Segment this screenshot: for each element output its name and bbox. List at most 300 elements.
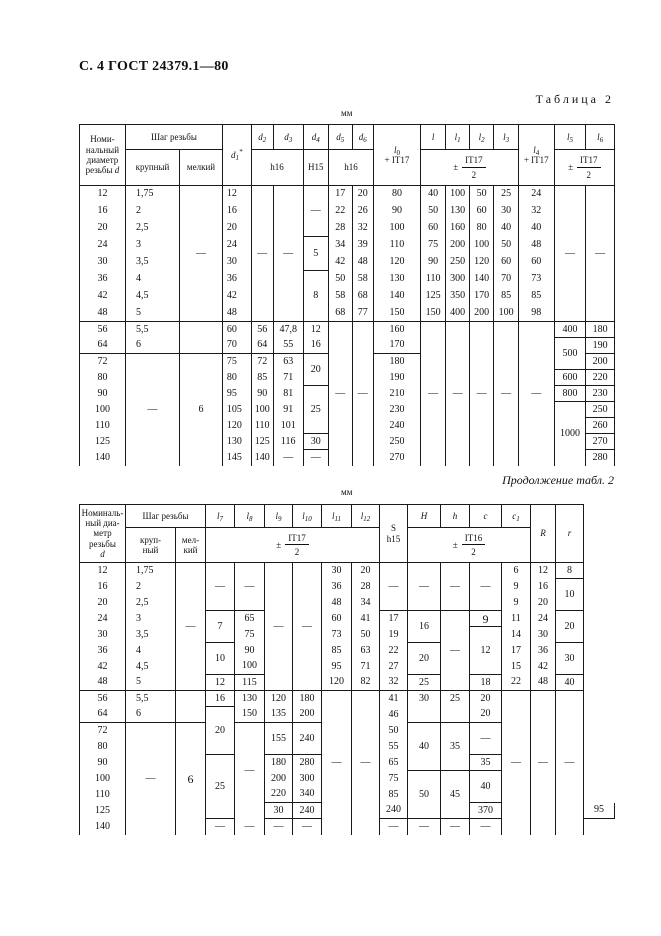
- cell-d: 64: [80, 338, 126, 354]
- cell-d: 12: [80, 563, 126, 579]
- cell-l0: 270: [373, 450, 420, 466]
- cell-S: 95: [584, 803, 615, 819]
- cell-d2: 110: [251, 418, 273, 434]
- cell-d2: 125: [251, 434, 273, 450]
- cell-d4-dash: —: [303, 186, 329, 237]
- cell-l12: 34: [352, 595, 380, 611]
- cell-l8: 130: [235, 691, 265, 707]
- header-fine: мелкий: [180, 150, 223, 186]
- cell-d: 24: [80, 611, 126, 627]
- header-thread-pitch: Шаг резьбы: [126, 505, 206, 528]
- table-row: [80, 595, 615, 611]
- cell-h: 45: [441, 771, 470, 819]
- cell-l4: 48: [518, 237, 554, 254]
- cell-d3: 63: [273, 354, 303, 370]
- cell-pitch-fine: [180, 322, 223, 354]
- cell-H: 30: [408, 691, 441, 707]
- cell-R: 42: [531, 659, 556, 675]
- cell-l8: —: [235, 563, 265, 611]
- cell-l3: 25: [494, 186, 519, 203]
- cell-l0: 240: [373, 418, 420, 434]
- cell-d1: 60: [222, 322, 251, 338]
- cell-d3: 47,8: [273, 322, 303, 338]
- cell-l9: 120: [265, 691, 293, 707]
- cell-d1: 70: [222, 338, 251, 354]
- continuation-label: Продолжение табл. 2: [502, 473, 614, 487]
- cell-l4-merged: —: [518, 322, 554, 466]
- cell-R-merged: —: [531, 691, 556, 835]
- cell-h: —: [441, 819, 470, 835]
- cell-l0: 110: [373, 237, 420, 254]
- table-row: [80, 611, 615, 627]
- cell-d1: 30: [222, 254, 251, 271]
- cell-d: 36: [80, 271, 126, 288]
- cell-d1: 20: [222, 220, 251, 237]
- cell-d2: 90: [251, 386, 273, 402]
- cell-c: —: [470, 563, 502, 611]
- cell-c1: 14: [502, 627, 531, 643]
- cell-d5: 58: [329, 288, 352, 305]
- cell-l6: 260: [586, 418, 615, 434]
- cell-d4: 25: [303, 386, 329, 434]
- cell-S: 65: [380, 755, 408, 771]
- header-d3: $d_3$: [273, 125, 303, 150]
- header-l1: $l_1$: [446, 125, 469, 150]
- cell-l0: 210: [373, 386, 420, 402]
- cell-c1: 9: [502, 595, 531, 611]
- cell-l7: 20: [206, 707, 235, 755]
- table-row: [80, 563, 615, 579]
- cell-d5: 34: [329, 237, 352, 254]
- cell-S: —: [380, 819, 408, 835]
- header-nominal-diameter: Номи- нальный диаметр резьбы d: [80, 125, 126, 186]
- cell-c: —: [470, 723, 502, 755]
- cell-d4-five: 5: [303, 237, 329, 271]
- cell-d: 30: [80, 627, 126, 643]
- cell-d5: 68: [329, 305, 352, 322]
- cell-l3: 50: [494, 237, 519, 254]
- table-row: [80, 322, 615, 338]
- cell-d1: 80: [222, 370, 251, 386]
- cell-d3: 55: [273, 338, 303, 354]
- table-row: [80, 579, 615, 595]
- cell-d4: 12: [303, 322, 329, 338]
- cell-H: 25: [408, 675, 441, 691]
- cell-l10: 180: [293, 691, 322, 707]
- cell-d: 100: [80, 771, 126, 787]
- table-row: [80, 627, 615, 643]
- cell-d: 56: [80, 691, 126, 707]
- cell-d5: 17: [329, 186, 352, 203]
- cell-d2: 140: [251, 450, 273, 466]
- cell-d3: 71: [273, 370, 303, 386]
- cell-d5-merged: —: [329, 322, 352, 466]
- cell-l2-merged: —: [469, 322, 494, 466]
- cell-l3: 60: [494, 254, 519, 271]
- cell-pitch-coarse: 4: [125, 271, 179, 288]
- cell-l3: 70: [494, 271, 519, 288]
- cell-d1: 24: [222, 237, 251, 254]
- cell-pitch-coarse: 5,5: [126, 691, 176, 707]
- cell-l9: 240: [380, 803, 408, 819]
- cell-l11: 85: [322, 643, 352, 659]
- cell-pitch-fine-merged: 6: [176, 723, 206, 835]
- cell-l5: 1000: [554, 402, 586, 466]
- cell-d3: 91: [273, 402, 303, 418]
- header-r: r: [556, 505, 584, 563]
- cell-l8: 115: [235, 675, 265, 691]
- cell-d: 42: [80, 659, 126, 675]
- cell-d6: 26: [352, 203, 373, 220]
- cell-d: 56: [80, 322, 126, 338]
- cell-d5: 50: [329, 271, 352, 288]
- cell-l1: 300: [446, 271, 469, 288]
- cell-l3: 40: [494, 220, 519, 237]
- header-c: c: [470, 505, 502, 528]
- table-row: [80, 220, 615, 237]
- cell-l10: 340: [293, 787, 322, 803]
- header-nominal-diameter: Номиналь- ный диа- метр резьбы d: [80, 505, 126, 563]
- cell-d6: 48: [352, 254, 373, 271]
- header-l6: $l_6$: [586, 125, 615, 150]
- cell-l11: 30: [322, 563, 352, 579]
- cell-l: 90: [420, 254, 446, 271]
- table-row: [80, 643, 615, 659]
- cell-d6: 20: [352, 186, 373, 203]
- cell-l12: 28: [352, 579, 380, 595]
- cell-d1: 120: [222, 418, 251, 434]
- cell-d: 64: [80, 707, 126, 723]
- cell-c: 20: [470, 691, 502, 707]
- cell-R: 30: [531, 627, 556, 643]
- cell-d4: —: [303, 450, 329, 466]
- cell-l12: 71: [352, 659, 380, 675]
- cell-r: 20: [556, 611, 584, 643]
- cell-H: 40: [408, 723, 441, 771]
- cell-l5: 600: [554, 370, 586, 386]
- cell-d1: 48: [222, 305, 251, 322]
- cell-l8: 100: [235, 659, 265, 675]
- header-l5: $l_5$: [554, 125, 586, 150]
- table-row: [80, 288, 615, 305]
- cell-l: 110: [420, 271, 446, 288]
- cell-l10: 240: [293, 723, 322, 755]
- cell-pitch-coarse: 1,75: [126, 563, 176, 579]
- cell-d: 80: [80, 739, 126, 755]
- cell-pitch-coarse-merged: —: [125, 354, 179, 466]
- cell-S: 22: [380, 643, 408, 659]
- cell-l10-merged: —: [293, 563, 322, 691]
- cell-pitch-coarse: 2: [126, 579, 176, 595]
- cell-l10: 200: [293, 707, 322, 723]
- cell-d: 12: [80, 186, 126, 203]
- header-l4: $l_4$ + IT17: [518, 125, 554, 186]
- cell-l6: 230: [586, 386, 615, 402]
- cell-d: 140: [80, 819, 126, 835]
- cell-d3: —: [273, 450, 303, 466]
- cell-l: 60: [420, 220, 446, 237]
- cell-d1: 130: [222, 434, 251, 450]
- cell-l0: 180: [373, 354, 420, 370]
- cell-l4: 40: [518, 220, 554, 237]
- header-tol-h16: h16: [251, 150, 303, 186]
- cell-S: 27: [380, 659, 408, 675]
- cell-l0: 230: [373, 402, 420, 418]
- cell-R: 16: [531, 579, 556, 595]
- header-S: S h15: [380, 505, 408, 563]
- cell-l11: 60: [322, 611, 352, 627]
- cell-R: 36: [531, 643, 556, 659]
- cell-l: 125: [420, 288, 446, 305]
- cell-l0: 80: [373, 186, 420, 203]
- header-l11: $l_{11}$: [322, 505, 352, 528]
- cell-pitch-coarse: 3,5: [125, 254, 179, 271]
- cell-d1: 75: [222, 354, 251, 370]
- cell-d: 30: [80, 254, 126, 271]
- cell-d1: 36: [222, 271, 251, 288]
- cell-l2: 200: [469, 305, 494, 322]
- cell-d2: 72: [251, 354, 273, 370]
- cell-pitch-coarse: 1,75: [125, 186, 179, 203]
- cell-l2: 170: [469, 288, 494, 305]
- cell-l2: 140: [469, 271, 494, 288]
- cell-pitch-coarse: 6: [125, 338, 179, 354]
- cell-l1: 160: [446, 220, 469, 237]
- cell-pitch-fine: —: [180, 186, 223, 322]
- cell-l5-merged: —: [554, 186, 586, 322]
- cell-h: —: [441, 563, 470, 611]
- cell-d: 125: [80, 803, 126, 819]
- header-d6: $d_6$: [352, 125, 373, 150]
- header-tol-it17: ± $\frac{IT17}{2}$: [206, 528, 380, 563]
- cell-l12: 63: [352, 643, 380, 659]
- cell-c1: 22: [502, 675, 531, 691]
- header-coarse: крупный: [125, 150, 179, 186]
- cell-l4: 98: [518, 305, 554, 322]
- cell-d: 110: [80, 418, 126, 434]
- cell-S: 32: [380, 675, 408, 691]
- cell-c1: 6: [502, 563, 531, 579]
- cell-l3: 85: [494, 288, 519, 305]
- cell-d2: 85: [251, 370, 273, 386]
- cell-pitch-coarse-merged: —: [126, 723, 176, 835]
- cell-l: 50: [420, 203, 446, 220]
- cell-l7: 12: [206, 675, 235, 691]
- cell-l: 40: [420, 186, 446, 203]
- cell-c: 40: [470, 771, 502, 803]
- cell-h: 25: [441, 691, 470, 707]
- cell-l1: 250: [446, 254, 469, 271]
- header-c1: $c_1$: [502, 505, 531, 528]
- cell-R: 12: [531, 563, 556, 579]
- cell-d1: 105: [222, 402, 251, 418]
- cell-l7: 10: [206, 643, 235, 675]
- cell-d1: 95: [222, 386, 251, 402]
- cell-l11-merged: —: [322, 691, 352, 835]
- cell-d: 140: [80, 450, 126, 466]
- cell-d6: 32: [352, 220, 373, 237]
- cell-l2: 60: [469, 203, 494, 220]
- cell-S: 85: [380, 787, 408, 803]
- cell-l8-merged: —: [235, 723, 265, 819]
- table-row: [80, 305, 615, 322]
- cell-H: —: [408, 819, 441, 835]
- cell-H: —: [408, 563, 441, 611]
- cell-d: 90: [80, 755, 126, 771]
- header-l7: $l_7$: [206, 505, 235, 528]
- cell-l12: 20: [352, 563, 380, 579]
- cell-r-merged: —: [556, 691, 584, 835]
- cell-l2: 100: [469, 237, 494, 254]
- cell-l7: 30: [265, 803, 293, 819]
- header-tol-it16: ± $\frac{IT16}{2}$: [408, 528, 531, 563]
- cell-l8: 90: [235, 643, 265, 659]
- header-fine: мел- кий: [176, 528, 206, 563]
- cell-d: 90: [80, 386, 126, 402]
- cell-d2-merged: —: [251, 186, 273, 322]
- cell-l9: 200: [265, 771, 293, 787]
- cell-l7: 25: [206, 755, 235, 819]
- cell-l6: 220: [586, 370, 615, 386]
- cell-d2: 64: [251, 338, 273, 354]
- cell-d: 125: [80, 434, 126, 450]
- cell-S: 41: [380, 691, 408, 707]
- cell-l8: —: [235, 819, 265, 835]
- header-thread-pitch: Шаг резьбы: [125, 125, 222, 150]
- cell-H: 16: [408, 611, 441, 643]
- cell-pitch-coarse: 2: [125, 203, 179, 220]
- cell-H: 50: [408, 771, 441, 819]
- table-row: [80, 659, 615, 675]
- cell-d6: 58: [352, 271, 373, 288]
- header-h: h: [441, 505, 470, 528]
- cell-d1: 12: [222, 186, 251, 203]
- cell-l9-merged: —: [265, 563, 293, 691]
- table-2-continuation: [79, 504, 615, 835]
- cell-d5: 22: [329, 203, 352, 220]
- cell-d: 48: [80, 305, 126, 322]
- cell-l3: 100: [494, 305, 519, 322]
- cell-l3-merged: —: [494, 322, 519, 466]
- cell-S: 55: [380, 739, 408, 755]
- cell-d4-eight: 8: [303, 271, 329, 322]
- table-row: [80, 237, 615, 254]
- cell-l0: 130: [373, 271, 420, 288]
- cell-d: 20: [80, 220, 126, 237]
- cell-pitch-coarse: 2,5: [125, 220, 179, 237]
- cell-l10: 300: [293, 771, 322, 787]
- cell-d: 80: [80, 370, 126, 386]
- cell-d: 110: [80, 787, 126, 803]
- cell-h: [441, 707, 470, 723]
- cell-l0: 90: [373, 203, 420, 220]
- cell-d6: 68: [352, 288, 373, 305]
- cell-pitch-coarse: 5: [126, 675, 176, 691]
- table-row: [80, 254, 615, 271]
- cell-l2: 120: [469, 254, 494, 271]
- cell-l4: 32: [518, 203, 554, 220]
- cell-c1-merged: —: [502, 691, 531, 835]
- cell-l10: 370: [470, 803, 502, 819]
- cell-d1: 42: [222, 288, 251, 305]
- cell-l6: 270: [586, 434, 615, 450]
- table-row: [80, 271, 615, 288]
- header-l3: $l_3$: [494, 125, 519, 150]
- cell-l0: 120: [373, 254, 420, 271]
- cell-pitch-coarse: 3: [125, 237, 179, 254]
- cell-l: 75: [420, 237, 446, 254]
- cell-c1: 11: [502, 611, 531, 627]
- cell-l1: 200: [446, 237, 469, 254]
- cell-l4: 85: [518, 288, 554, 305]
- cell-l2: 80: [469, 220, 494, 237]
- cell-l0: 170: [373, 338, 420, 354]
- cell-l11: 73: [322, 627, 352, 643]
- cell-l4: 24: [518, 186, 554, 203]
- cell-l7: —: [206, 819, 235, 835]
- cell-l7: 7: [206, 611, 235, 643]
- cell-h: —: [441, 611, 470, 691]
- header-l8: $l_8$: [235, 505, 265, 528]
- cell-d3: 81: [273, 386, 303, 402]
- header-R: R: [531, 505, 556, 563]
- header-tol-it17: ± $\frac{IT17}{2}$: [420, 150, 518, 186]
- cell-H: [408, 707, 441, 723]
- cell-l5: 800: [554, 386, 586, 402]
- cell-l1: 100: [446, 186, 469, 203]
- cell-l10: 280: [293, 755, 322, 771]
- cell-S: 50: [380, 723, 408, 739]
- cell-c: —: [470, 819, 502, 835]
- cell-R: 20: [531, 595, 556, 611]
- cell-d2: 56: [251, 322, 273, 338]
- cell-l0: 150: [373, 305, 420, 322]
- cell-c: 35: [470, 755, 502, 771]
- cell-pitch-coarse: 2,5: [126, 595, 176, 611]
- cell-d2: 100: [251, 402, 273, 418]
- cell-d3-merged: —: [273, 186, 303, 322]
- cell-l5: 400: [554, 322, 586, 338]
- cell-l6: 250: [586, 402, 615, 418]
- cell-l8: 240: [293, 803, 322, 819]
- cell-l12-merged: —: [352, 691, 380, 835]
- cell-l6-merged: —: [586, 186, 615, 322]
- cell-d1: 16: [222, 203, 251, 220]
- cell-d: 42: [80, 288, 126, 305]
- cell-l4: 73: [518, 271, 554, 288]
- cell-l9: 135: [265, 707, 293, 723]
- cell-l2: 50: [469, 186, 494, 203]
- cell-l1: 350: [446, 288, 469, 305]
- cell-pitch-fine-merged: 6: [180, 354, 223, 466]
- cell-d: 24: [80, 237, 126, 254]
- cell-d: 48: [80, 675, 126, 691]
- cell-pitch-coarse: 3,5: [126, 627, 176, 643]
- cell-d4: 16: [303, 338, 329, 354]
- cell-l1-merged: —: [446, 322, 469, 466]
- cell-l0: 140: [373, 288, 420, 305]
- cell-r: 8: [556, 563, 584, 579]
- cell-l8: 75: [235, 627, 265, 643]
- header-H: H: [408, 505, 441, 528]
- header-coarse: круп- ный: [126, 528, 176, 563]
- cell-pitch-coarse: 5,5: [125, 322, 179, 338]
- cell-l8: 150: [235, 707, 265, 723]
- cell-c1: 9: [502, 579, 531, 595]
- cell-l11: 95: [322, 659, 352, 675]
- header-l: l: [420, 125, 446, 150]
- cell-r: 40: [556, 675, 584, 691]
